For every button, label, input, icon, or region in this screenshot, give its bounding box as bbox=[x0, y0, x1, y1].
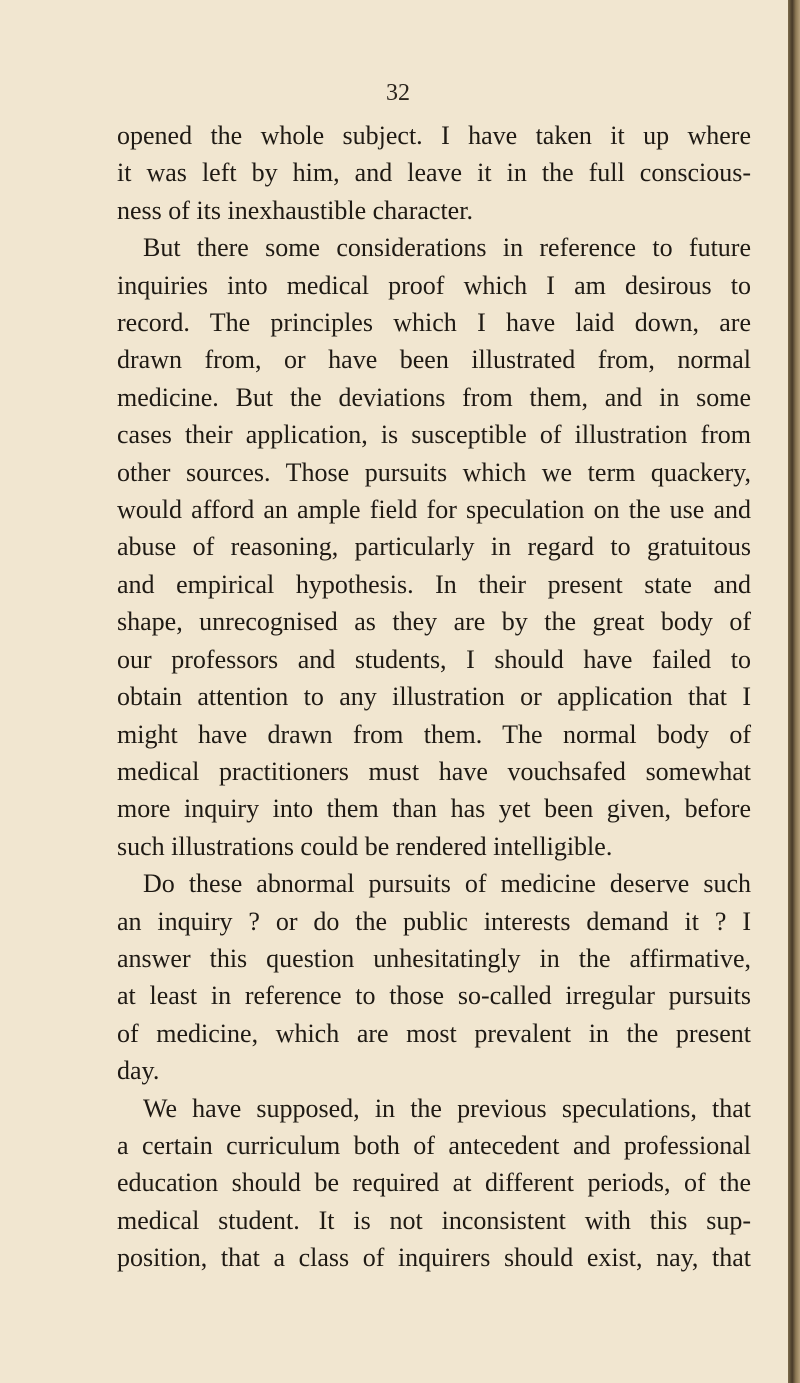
text-line: at least in reference to those so-called irregular pursuits bbox=[117, 981, 751, 1011]
text-line: inquiries into medical proof which I am desirous to bbox=[117, 270, 751, 300]
text-line: medical student. It is not inconsistent with this sup- bbox=[117, 1205, 751, 1235]
text-line: answer this question unhesitatingly in the affirmative, bbox=[117, 943, 751, 973]
text-line: We have supposed, in the previous speculations, that bbox=[143, 1093, 751, 1123]
text-line: more inquiry into them than has yet been given, before bbox=[117, 794, 751, 824]
text-line: opened the whole subject. I have taken it up where bbox=[117, 121, 751, 150]
text-line: might have drawn from them. The normal body of bbox=[117, 719, 751, 749]
text-line: obtain attention to any illustration or application that I bbox=[117, 682, 751, 712]
text-line: cases their application, is susceptible of illustration from bbox=[117, 420, 751, 450]
text-line: position, that a class of inquirers should exist, nay, that bbox=[117, 1243, 751, 1273]
text-line: Do these abnormal pursuits of medicine deserve such bbox=[143, 869, 751, 899]
paragraph bbox=[117, 1090, 751, 1277]
text-line: day. bbox=[117, 1056, 160, 1086]
text-line: medical practitioners must have vouchsafed somewhat bbox=[117, 756, 751, 786]
text-line: But there some considerations in reference to future bbox=[143, 233, 751, 263]
text-line: shape, unrecognised as they are by the great body of bbox=[117, 607, 751, 637]
text-line: medicine. But the deviations from them, and in some bbox=[117, 382, 751, 412]
text-line: our professors and students, I should have failed to bbox=[117, 644, 751, 674]
text-line: a certain curriculum both of antecedent and professional bbox=[117, 1130, 751, 1160]
text-line: drawn from, or have been illustrated from, normal bbox=[117, 345, 751, 375]
body-text bbox=[117, 117, 751, 1277]
page-edge bbox=[788, 0, 800, 1383]
text-line: such illustrations could be rendered intelligible. bbox=[117, 831, 613, 861]
text-line: ness of its inexhaustible character. bbox=[117, 195, 473, 225]
page-number: 32 bbox=[386, 80, 410, 106]
text-line: and empirical hypothesis. In their present state and bbox=[117, 569, 751, 599]
text-line: an inquiry ? or do the public interests demand it ? I bbox=[117, 906, 751, 936]
paragraph bbox=[117, 229, 751, 865]
text-line: it was left by him, and leave it in the full conscious- bbox=[117, 158, 751, 188]
text-line: record. The principles which I have laid down, are bbox=[117, 308, 751, 338]
paragraph bbox=[117, 117, 751, 229]
text-line: abuse of reasoning, particularly in regard to gratuitous bbox=[117, 532, 751, 562]
text-line: other sources. Those pursuits which we term quackery, bbox=[117, 457, 751, 487]
paragraph bbox=[117, 865, 751, 1089]
text-line: of medicine, which are most prevalent in the present bbox=[117, 1018, 751, 1048]
text-line: would afford an ample field for speculation on the use and bbox=[117, 495, 751, 525]
text-line: education should be required at different periods, of the bbox=[117, 1168, 751, 1198]
